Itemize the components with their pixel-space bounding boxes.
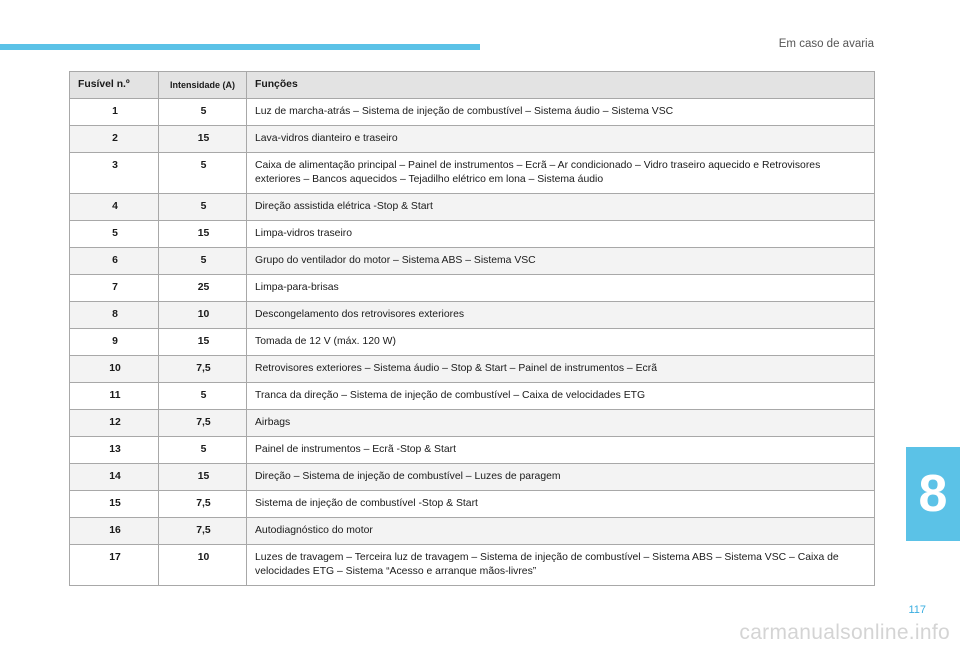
fuse-number-cell: 8 bbox=[70, 302, 159, 329]
functions-cell: Tomada de 12 V (máx. 120 W) bbox=[247, 329, 875, 356]
functions-cell: Limpa-vidros traseiro bbox=[247, 221, 875, 248]
table-row bbox=[70, 248, 875, 275]
table-row bbox=[70, 194, 875, 221]
amperage-cell: 7,5 bbox=[159, 356, 247, 383]
column-header-fuse-number: Fusível n.º bbox=[70, 72, 159, 99]
functions-cell: Autodiagnóstico do motor bbox=[247, 518, 875, 545]
fuse-number-cell: 6 bbox=[70, 248, 159, 275]
fuse-number-cell: 11 bbox=[70, 383, 159, 410]
fuse-number-cell: 2 bbox=[70, 126, 159, 153]
amperage-cell: 5 bbox=[159, 437, 247, 464]
table-row bbox=[70, 99, 875, 126]
amperage-cell: 15 bbox=[159, 126, 247, 153]
table-row bbox=[70, 329, 875, 356]
functions-cell: Sistema de injeção de combustível -Stop & Start bbox=[247, 491, 875, 518]
table-row bbox=[70, 437, 875, 464]
table-row bbox=[70, 302, 875, 329]
table-row bbox=[70, 356, 875, 383]
amperage-cell: 15 bbox=[159, 221, 247, 248]
functions-cell: Airbags bbox=[247, 410, 875, 437]
fuse-number-cell: 3 bbox=[70, 153, 159, 194]
amperage-cell: 15 bbox=[159, 464, 247, 491]
amperage-cell: 15 bbox=[159, 329, 247, 356]
functions-cell: Tranca da direção – Sistema de injeção de combustível – Caixa de velocidades ETG bbox=[247, 383, 875, 410]
fuse-number-cell: 9 bbox=[70, 329, 159, 356]
functions-cell: Caixa de alimentação principal – Painel de instrumentos – Ecrã – Ar condicionado – Vidro traseiro aquecido e Retrovisores exteriores – Bancos aquecidos – Tejadilho elétrico em lona – Sistema áudio bbox=[247, 153, 875, 194]
table-row bbox=[70, 153, 875, 194]
page-number: 117 bbox=[908, 604, 926, 616]
table-row bbox=[70, 275, 875, 302]
amperage-cell: 7,5 bbox=[159, 410, 247, 437]
functions-cell: Lava-vidros dianteiro e traseiro bbox=[247, 126, 875, 153]
table-row bbox=[70, 383, 875, 410]
functions-cell: Direção – Sistema de injeção de combustível – Luzes de paragem bbox=[247, 464, 875, 491]
fuse-number-cell: 5 bbox=[70, 221, 159, 248]
table-row bbox=[70, 464, 875, 491]
fuse-number-cell: 16 bbox=[70, 518, 159, 545]
functions-cell: Descongelamento dos retrovisores exteriores bbox=[247, 302, 875, 329]
fuse-number-cell: 14 bbox=[70, 464, 159, 491]
fuse-number-cell: 1 bbox=[70, 99, 159, 126]
amperage-cell: 7,5 bbox=[159, 491, 247, 518]
table-row bbox=[70, 221, 875, 248]
fuse-table bbox=[69, 71, 875, 586]
functions-cell: Luz de marcha-atrás – Sistema de injeção de combustível – Sistema áudio – Sistema VSC bbox=[247, 99, 875, 126]
column-header-amperage: Intensidade (A) bbox=[159, 72, 247, 99]
amperage-cell: 5 bbox=[159, 383, 247, 410]
table-row bbox=[70, 545, 875, 586]
chapter-tab: 8 bbox=[906, 447, 960, 541]
amperage-cell: 5 bbox=[159, 153, 247, 194]
header-accent-bar bbox=[0, 44, 480, 50]
amperage-cell: 5 bbox=[159, 99, 247, 126]
functions-cell: Grupo do ventilador do motor – Sistema ABS – Sistema VSC bbox=[247, 248, 875, 275]
table-row bbox=[70, 126, 875, 153]
fuse-number-cell: 10 bbox=[70, 356, 159, 383]
amperage-cell: 7,5 bbox=[159, 518, 247, 545]
amperage-cell: 10 bbox=[159, 545, 247, 586]
table-row bbox=[70, 410, 875, 437]
table-row bbox=[70, 491, 875, 518]
amperage-cell: 10 bbox=[159, 302, 247, 329]
amperage-cell: 5 bbox=[159, 194, 247, 221]
fuse-number-cell: 17 bbox=[70, 545, 159, 586]
functions-cell: Limpa-para-brisas bbox=[247, 275, 875, 302]
amperage-cell: 25 bbox=[159, 275, 247, 302]
functions-cell: Direção assistida elétrica -Stop & Start bbox=[247, 194, 875, 221]
fuse-number-cell: 12 bbox=[70, 410, 159, 437]
fuse-number-cell: 7 bbox=[70, 275, 159, 302]
functions-cell: Painel de instrumentos – Ecrã -Stop & Start bbox=[247, 437, 875, 464]
column-header-functions: Funções bbox=[247, 72, 875, 99]
functions-cell: Luzes de travagem – Terceira luz de travagem – Sistema de injeção de combustível – Sistema ABS – Sistema VSC – Caixa de velocidades ETG – Sistema “Acesso e arranque mãos-livres” bbox=[247, 545, 875, 586]
watermark: carmanualsonline.info bbox=[739, 621, 950, 644]
functions-cell: Retrovisores exteriores – Sistema áudio – Stop & Start – Painel de instrumentos – Ecrã bbox=[247, 356, 875, 383]
amperage-cell: 5 bbox=[159, 248, 247, 275]
table-row bbox=[70, 518, 875, 545]
fuse-number-cell: 13 bbox=[70, 437, 159, 464]
section-title: Em caso de avaria bbox=[778, 38, 874, 50]
fuse-number-cell: 15 bbox=[70, 491, 159, 518]
table-header-row bbox=[70, 72, 875, 99]
fuse-number-cell: 4 bbox=[70, 194, 159, 221]
